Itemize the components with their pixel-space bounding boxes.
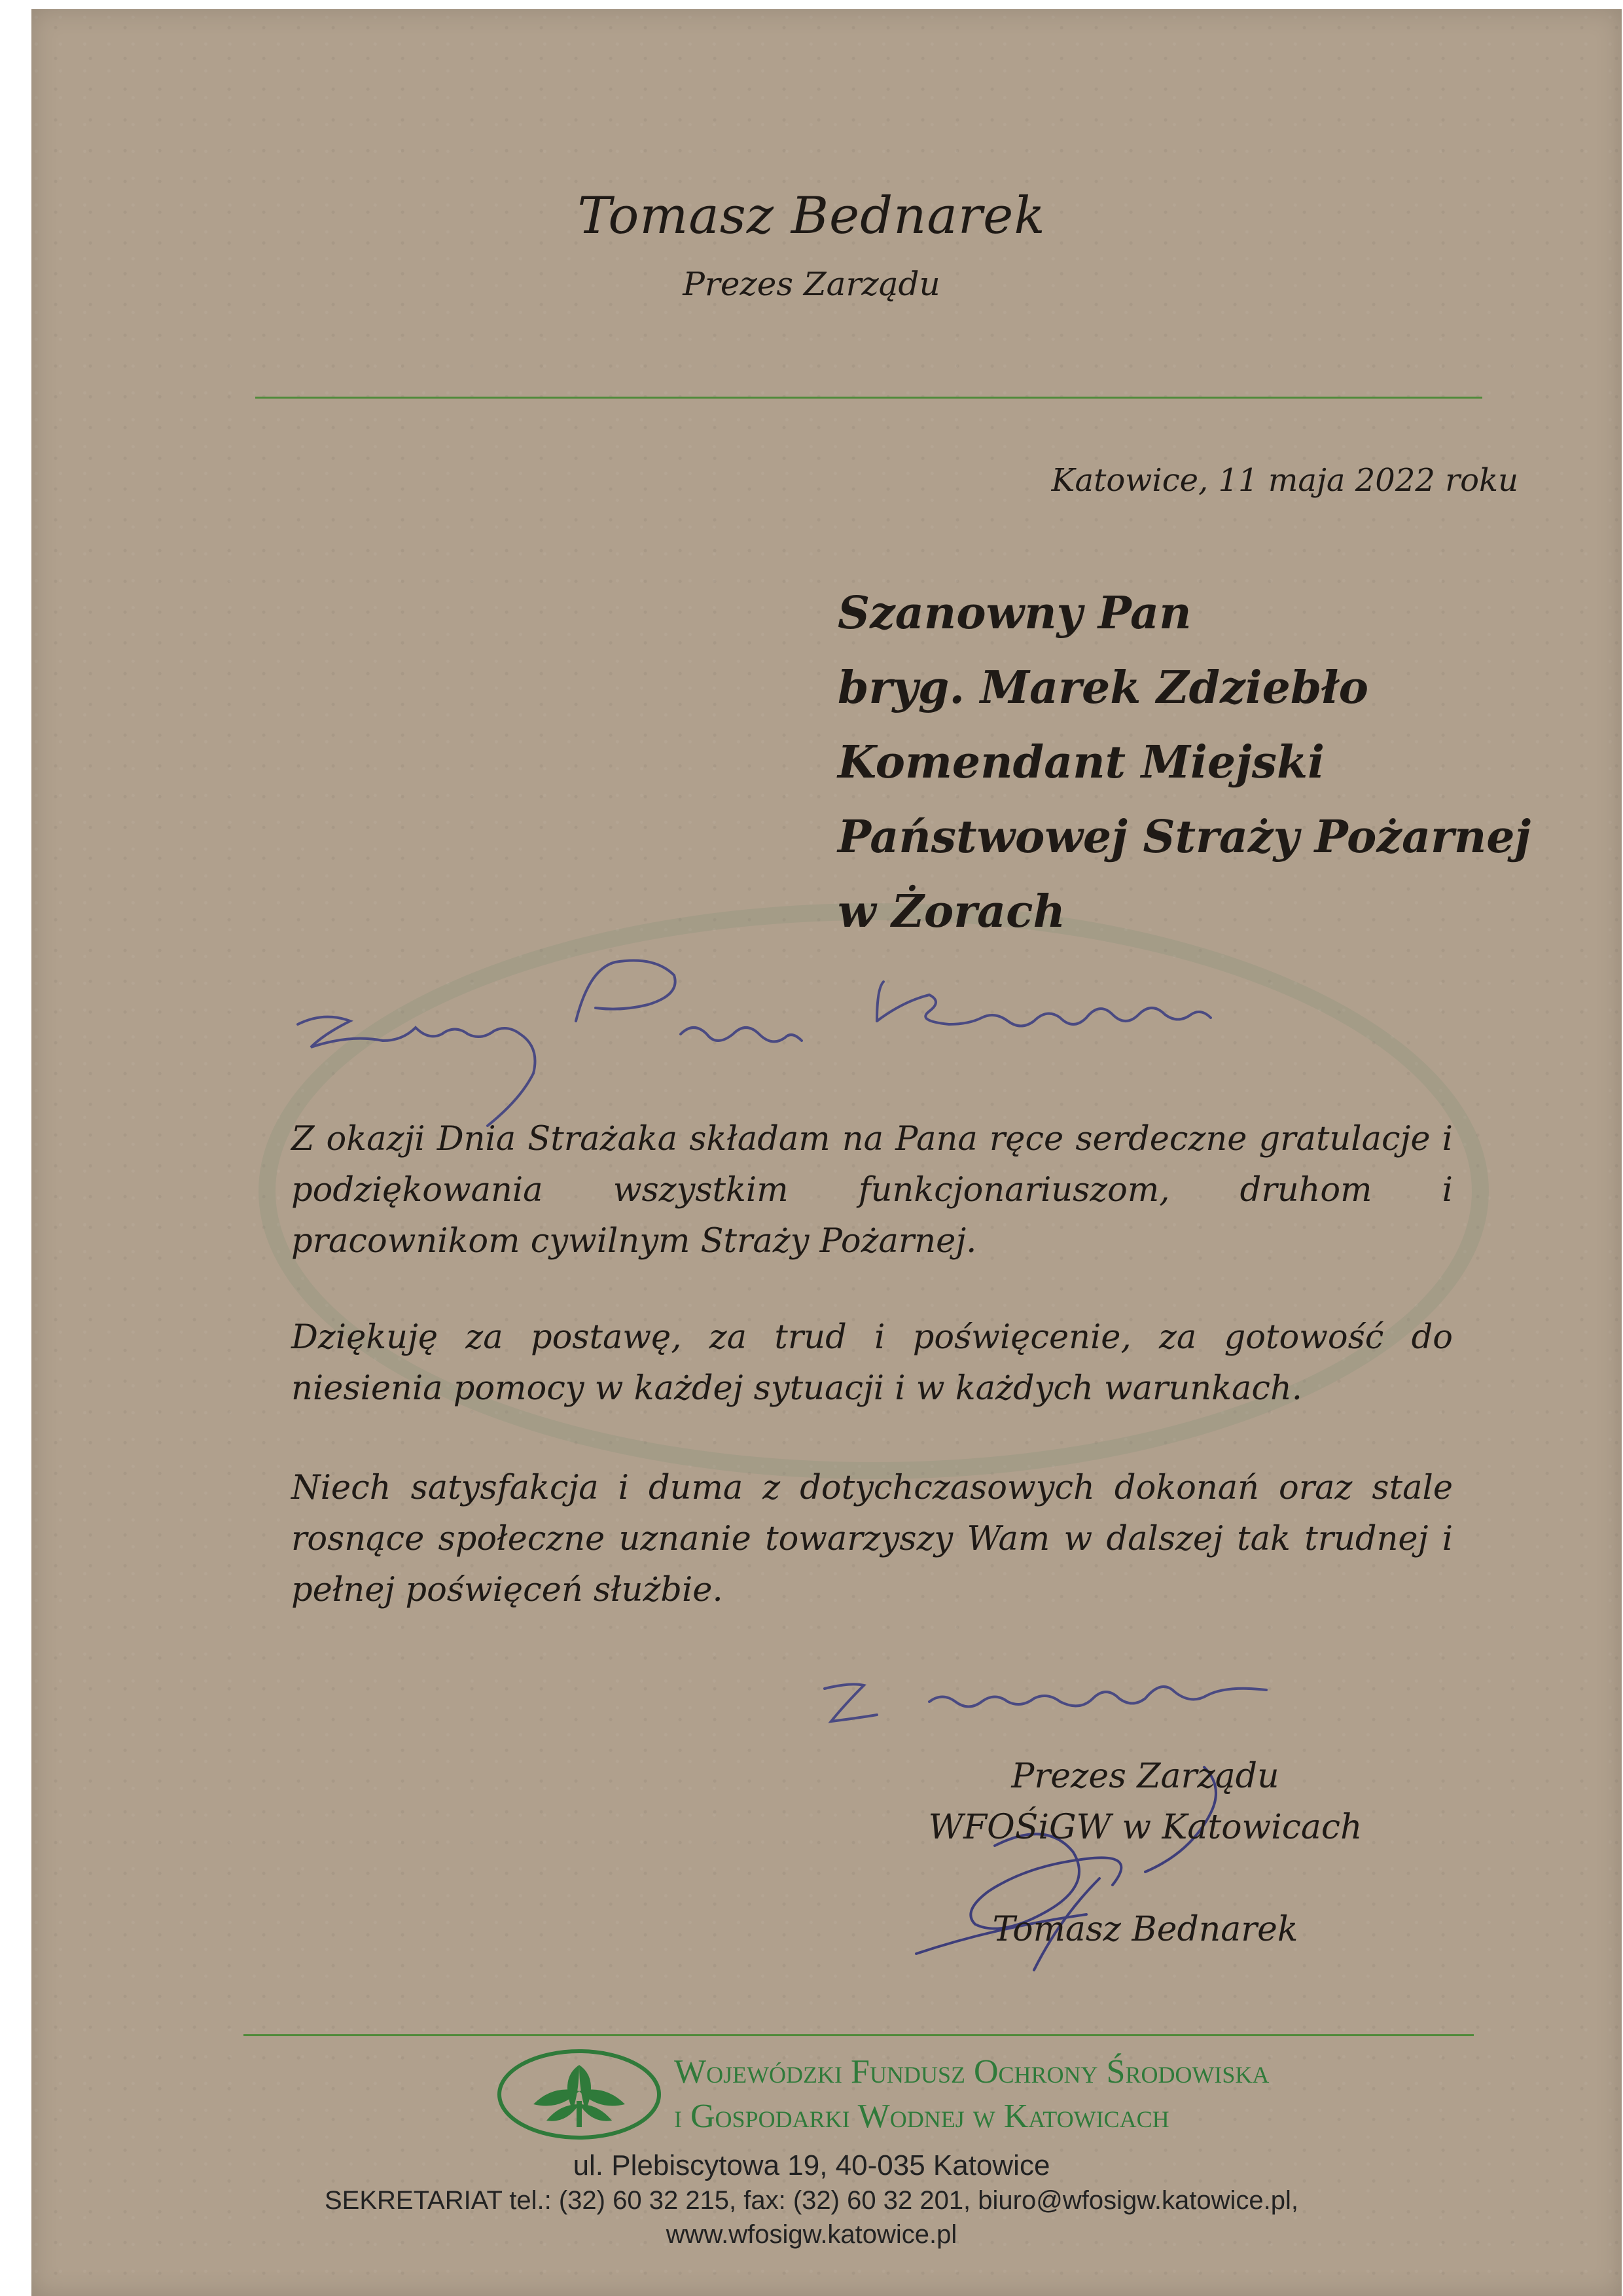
paragraph-1: Z okazji Dnia Strażaka składam na Pana ręce serdeczne gratulacje i podziękowania wszystkim funkcjonariuszom, druhom i pracownikom cywilnym Straży Pożarnej. (291, 1120, 1453, 1261)
organization-logo (494, 2045, 664, 2144)
addressee-line: Państwowej Straży Pożarnej (838, 811, 1531, 863)
addressee-line: w Żorach (838, 886, 1065, 938)
paragraph-2: Dziękuję za postawę, za trud i poświęcenie, za gotowość do niesienia pomocy w każdej sytuacji i w każdych warunkach. (291, 1318, 1453, 1408)
signature-role: Prezes Zarządu (1011, 1757, 1279, 1796)
paragraph-3: Niech satysfakcja i duma z dotychczasowych dokonań oraz stale rosnące społeczne uznanie towarzyszy Wam w dalszej tak trudnej i pełnej poświęceń służbie. (291, 1469, 1453, 1609)
footer-website: www.wfosigw.katowice.pl (666, 2220, 957, 2249)
signature-org: WFOŚiGW w Katowicach (928, 1808, 1363, 1847)
footer-address: ul. Plebiscytowa 19, 40-035 Katowice (573, 2149, 1050, 2181)
signature-name: Tomasz Bednarek (992, 1910, 1298, 1949)
organization-name-line: Wojewódzki Fundusz Ochrony Środowiska (674, 2053, 1270, 2090)
handwritten-closing (825, 1684, 1266, 1721)
addressee-line: Komendant Miejski (838, 736, 1325, 789)
signature-block (851, 1751, 1440, 1955)
letter-date: Katowice, 11 maja 2022 roku (1051, 462, 1518, 499)
addressee-line: bryg. Marek Zdziebło (838, 662, 1368, 714)
addressee-line: Szanowny Pan (838, 587, 1192, 639)
handwritten-greeting (298, 961, 1211, 1126)
footer-contact: SEKRETARIAT tel.: (32) 60 32 215, fax: (32) 60 32 201, biuro@wfosigw.katowice.pl, (324, 2186, 1298, 2215)
sender-name: Tomasz Bednarek (577, 187, 1046, 245)
organization-name-line: i Gospodarki Wodnej w Katowicach (674, 2098, 1169, 2135)
sender-role: Prezes Zarządu (683, 265, 940, 303)
organization-name (674, 2050, 1269, 2139)
footer-divider (243, 2034, 1474, 2036)
leaf-logo-icon (494, 2045, 664, 2144)
